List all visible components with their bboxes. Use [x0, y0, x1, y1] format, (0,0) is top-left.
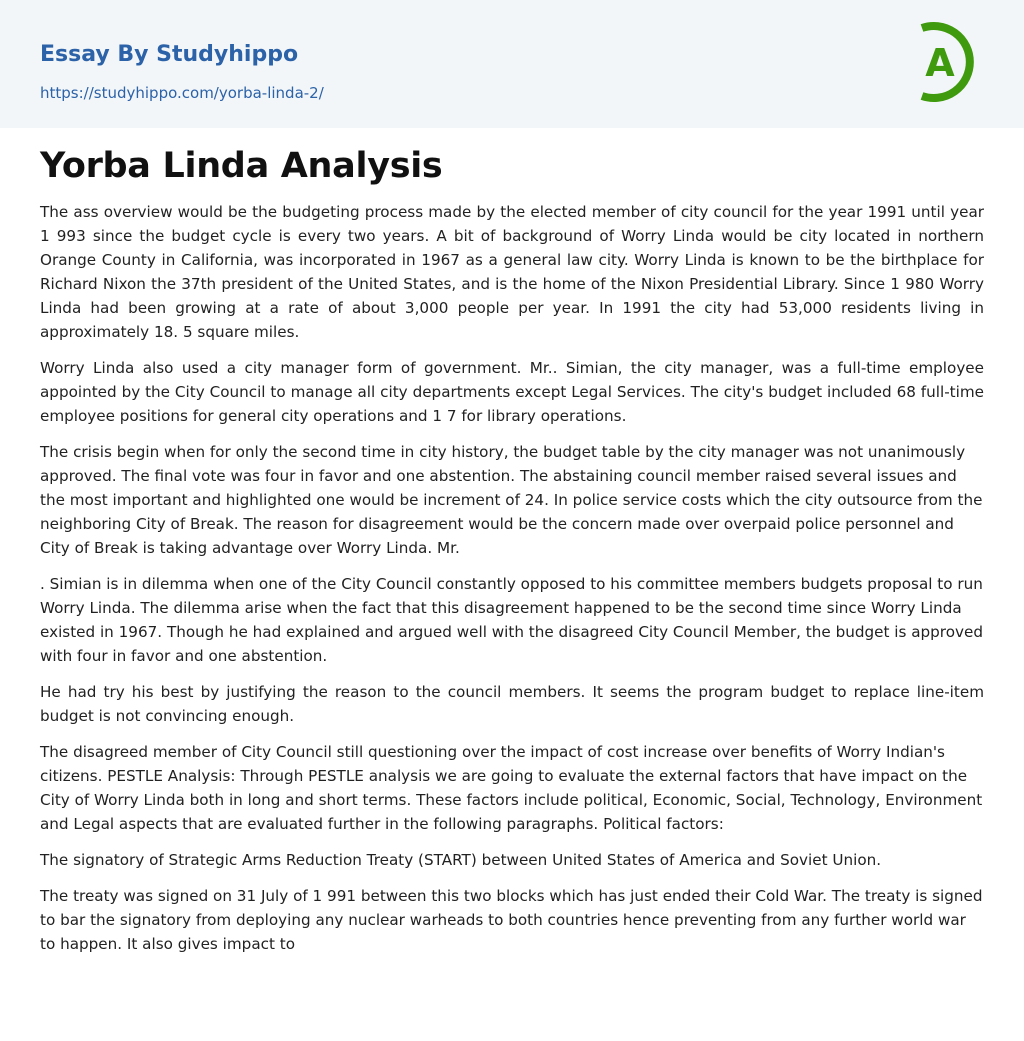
- paragraph: He had try his best by justifying the reason to the council members. It seems the program budget to replace line-item budget is not convincing enough.: [40, 683, 984, 725]
- paragraph: The disagreed member of City Council still questioning over the impact of cost increase over benefits of Worry Indian's citizens. PESTLE Analysis: Through PESTLE analysis we are going to evaluate the external factors that have impact on the City of Worry Linda both in long and short terms. These factors include political, Economic, Social, Technology, Environment and Legal aspects that are evaluated further in the following paragraphs. Political factors:: [40, 743, 983, 833]
- logo-letter: A: [925, 41, 955, 85]
- paragraph: The signatory of Strategic Arms Reduction Treaty (START) between United States of America and Soviet Union.: [40, 851, 882, 869]
- essay-body: [0, 146, 1024, 956]
- essay-url-link[interactable]: https://studyhippo.com/yorba-linda-2/: [40, 84, 324, 102]
- paragraph: The crisis begin when for only the second time in city history, the budget table by the city manager was not unanimously approved. The final vote was four in favor and one abstention. The abstaining council member raised several issues and the most important and highlighted one would be increment of 24. In police service costs which the city outsource from the neighboring City of Break. The reason for disagreement would be the concern made over overpaid police personnel and City of Break is taking advantage over Worry Linda. Mr.: [40, 443, 983, 557]
- page-title: Yorba Linda Analysis: [40, 146, 443, 186]
- brand-title: Essay By Studyhippo: [40, 42, 299, 67]
- paragraph: The ass overview would be the budgeting process made by the elected member of city council for the year 1991 until year 1 993 since the budget cycle is every two years. A bit of background of Worry Linda would be city located in northern Orange County in California, was incorporated in 1967 as a general law city. Worry Linda is known to be the birthplace for Richard Nixon the 37th president of the United States, and is the home of the Nixon Presidential Library. Since 1 980 Worry Linda had been growing at a rate of about 3,000 people per year. In 1991 the city had 53,000 residents living in approximately 18. 5 square miles.: [40, 203, 984, 341]
- studyhippo-logo-icon[interactable]: [912, 18, 988, 106]
- paragraph: Worry Linda also used a city manager form of government. Mr.. Simian, the city manager, was a full-time employee appointed by the City Council to manage all city departments except Legal Services. The city's budget included 68 full-time employee positions for general city operations and 1 7 for library operations.: [40, 359, 984, 425]
- paragraph: . Simian is in dilemma when one of the City Council constantly opposed to his committee members budgets proposal to run Worry Linda. The dilemma arise when the fact that this disagreement happened to be the second time since Worry Linda existed in 1967. Though he had explained and argued well with the disagreed City Council Member, the budget is approved with four in favor and one abstention.: [40, 575, 983, 665]
- paragraph: The treaty was signed on 31 July of 1 991 between this two blocks which has just ended their Cold War. The treaty is signed to bar the signatory from deploying any nuclear warheads to both countries hence preventing from any further world war to happen. It also gives impact to: [40, 887, 983, 953]
